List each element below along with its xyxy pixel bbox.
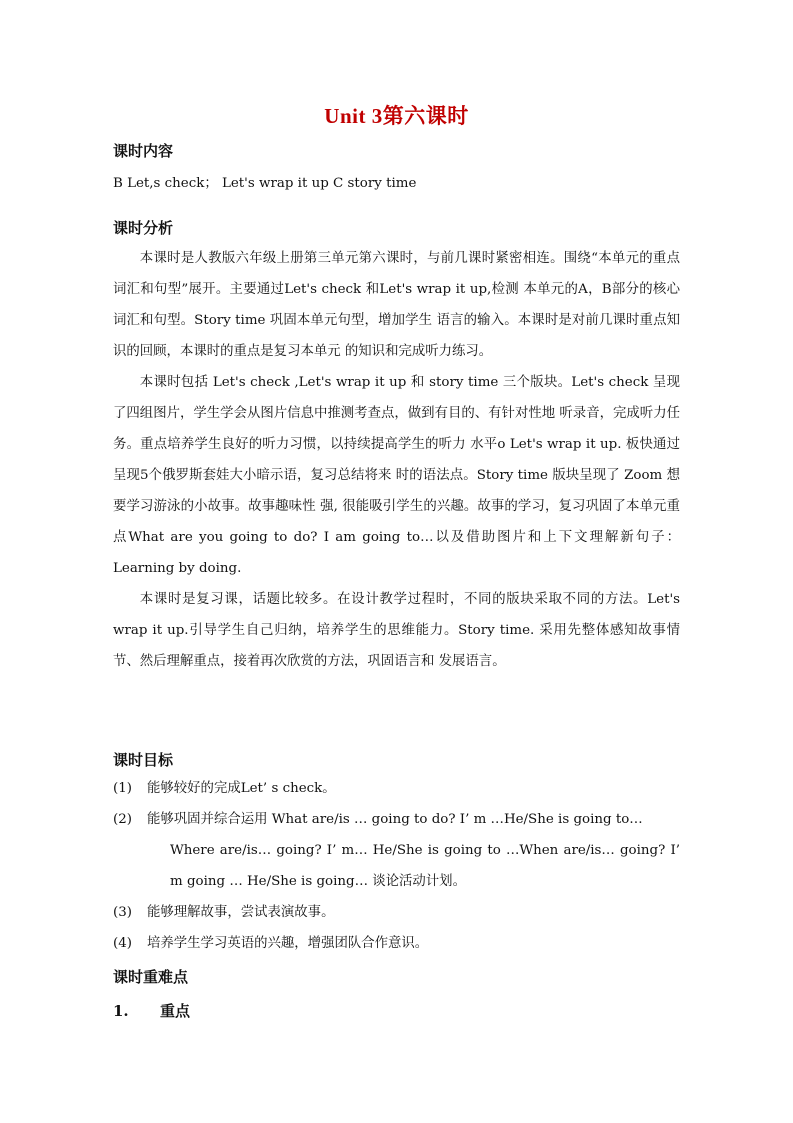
sub-heading-label: 重点 [160,1002,191,1020]
lesson-content-text-block [113,174,680,194]
objective-text: 能够理解故事，尝试表演故事。 [147,905,335,920]
objective-number: (1) [113,781,132,796]
section-heading: 课时重难点 [113,968,189,986]
objectives-list [113,773,680,959]
objective-item [113,897,680,928]
objective-number: (2) [113,812,132,827]
sub-heading-number: 1. [113,1002,129,1020]
lesson-analysis-body [113,243,680,677]
objective-continuation: Where are/is… going? I’ m… He/She is going to …When are/is… going? I’ m going … He/She is going… 谈论活动计划。 [170,843,680,889]
objective-text: 培养学生学习英语的兴趣，增强团队合作意识。 [147,936,429,951]
objective-text: 能够巩固并综合运用 What are/is … going to do? I’ m …He/She is going to… [147,812,643,827]
section-key-points [113,967,680,987]
lesson-content-text: B Let,s check； Let's wrap it up C story time [113,176,417,191]
section-lesson-objectives [113,750,680,770]
key-points-sub [113,1000,680,1021]
section-heading: 课时分析 [113,219,174,237]
objective-item [113,804,680,835]
document-title: Unit 3第六课时 [324,104,469,128]
objective-item [113,928,680,959]
objective-number: (4) [113,936,132,951]
section-heading: 课时目标 [113,751,174,769]
section-heading: 课时内容 [113,142,174,160]
objective-text: 能够较好的完成Let’ s check。 [147,781,336,796]
analysis-paragraph: 本课时包括 Let's check ,Let's wrap it up 和 story time 三个版块。Let's check 呈现了四组图片，学生学会从图片信息中推测考查点，做到有目的、有针对性地 听录音，完成听力任务。重点培养学生良好的听力习惯，以持续提高学生的听力 水平o Let's wrap it up. 板快通过呈现5个俄罗斯套娃大小暗示语，复习总结将来 时的语法点。Story time 版块呈现了 Zoom 想要学习游泳的小故事。故事趣味性 强, 很能吸引学生的兴趣。故事的学习，复习巩固了本单元重点What are you going to do? I am going to…以及借助图片和上下文理解新句子：Learning by doing. [113,375,680,576]
section-lesson-analysis [113,218,680,238]
analysis-paragraph: 本课时是人教版六年级上册第三单元第六课时，与前几课时紧密相连。围绕“本单元的重点词汇和句型”展开。主要通过Let's check 和Let's wrap it up,检测 本单元的A，B部分的核心词汇和句型。Story time 巩固本单元句型，增加学生 语言的输入。本课时是对前几课时重点知识的回顾，本课时的重点是复习本单元 的知识和完成听力练习。 [113,251,680,359]
analysis-paragraph: 本课时是复习课，话题比较多。在设计教学过程时，不同的版块采取不同的方法。Let's wrap it up.引导学生自己归纳，培养学生的思维能力。Story time. 采用先整体感知故事情节、然后理解重点，接着再次欣赏的方法，巩固语言和 发展语言。 [113,592,680,669]
objective-number: (3) [113,905,132,920]
section-lesson-content [113,141,680,161]
objective-item [113,773,680,804]
sub-heading [113,1000,680,1021]
